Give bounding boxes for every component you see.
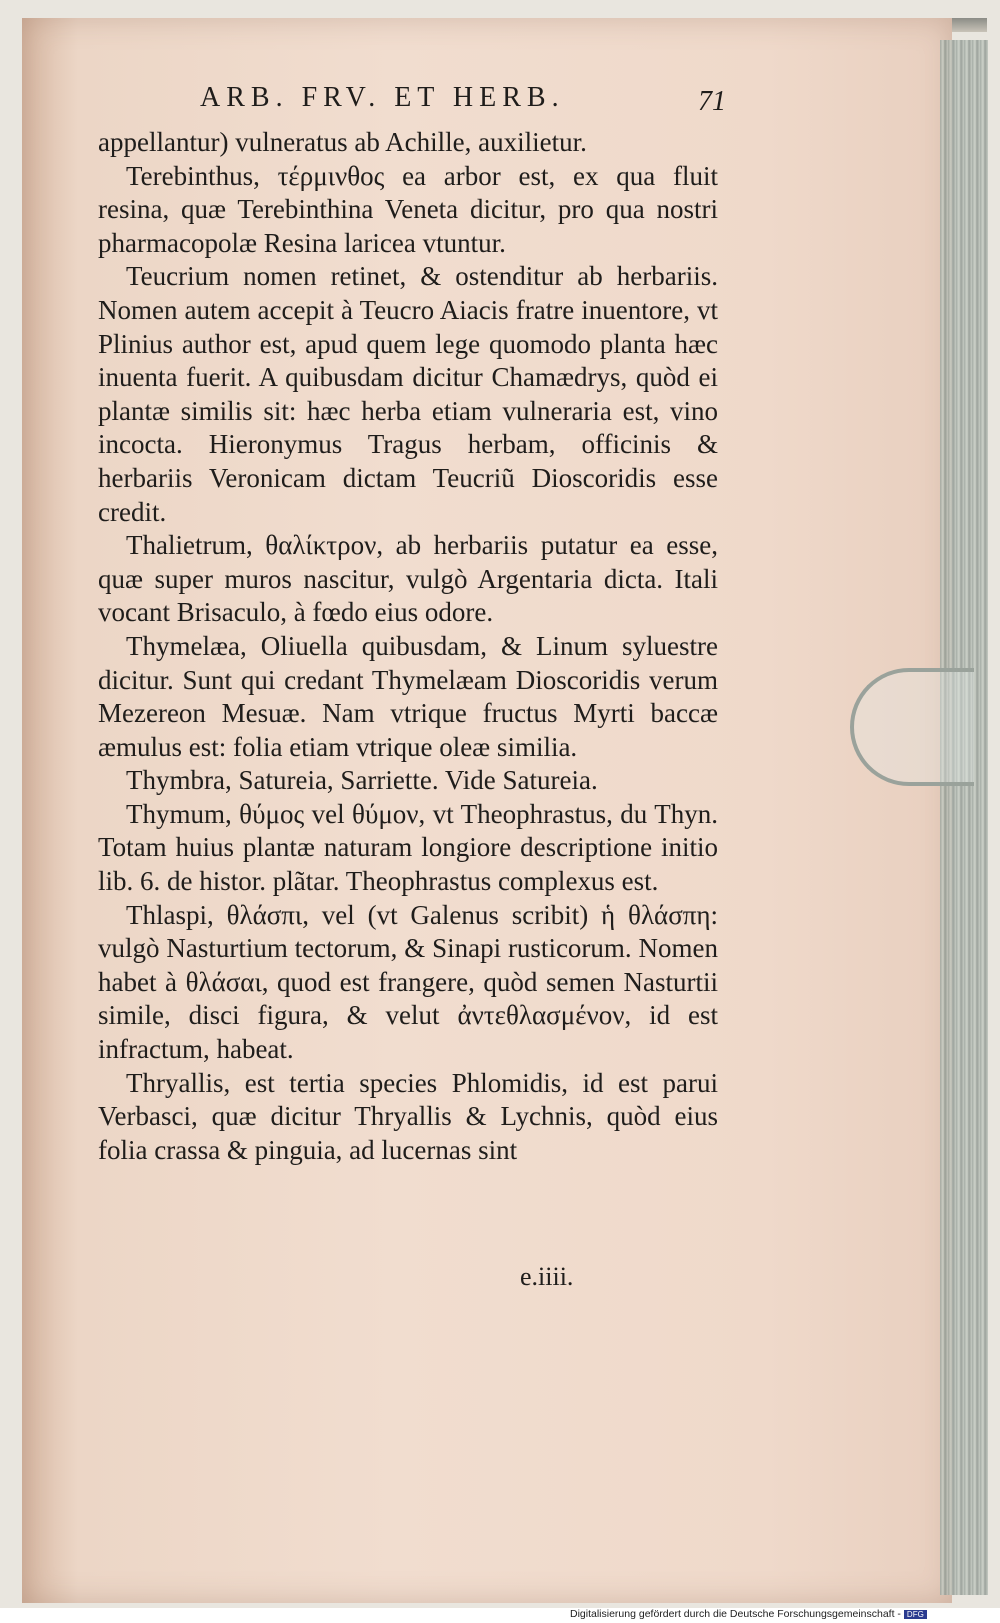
paragraph: Thlaspi, θλάσπι, vel (vt Galenus scribit) ἡ θλάσπη: vulgò Nasturtium tectorum, & Sinapi rusticorum. Nomen habet à θλάσαι, quod est frangere, quòd semen Nasturtii simile, disci figura, & velut ἀντεθλασμένον, id est infractum, habeat.: [98, 899, 718, 1065]
signature-mark: e.iiii.: [520, 1262, 574, 1291]
paragraph: Thalietrum, θαλίκτρον, ab herbariis putatur ea esse, quæ super muros nascitur, vulgò Argentaria dicta. Itali vocant Brisaculo, à fœdo eius odore.: [98, 530, 718, 628]
credit-text: Digitalisierung gefördert durch die Deutsche Forschungsgemeinschaft -: [570, 1608, 901, 1620]
dfg-badge: DFG: [904, 1610, 927, 1619]
paragraph: Thymbra, Satureia, Sarriette. Vide Satureia.: [126, 765, 598, 796]
digitization-credit: [570, 1608, 1000, 1623]
paragraph: Thryallis, est tertia species Phlomidis, id est parui Verbasci, quæ dicitur Thryallis & Lychnis, quòd eius folia crassa & pinguia, ad lucernas sint: [98, 1067, 718, 1165]
page-stack-edge: [940, 40, 988, 1595]
paragraph: Terebinthus, τέρμινθος ea arbor est, ex qua fluit resina, quæ Terebinthina Veneta dicitur, pro qua nostri pharmacopolæ Resina laricea vtuntur.: [98, 160, 718, 258]
running-title: ARB. FRV. ET HERB.: [200, 82, 565, 113]
paragraph: Teucrium nomen retinet, & ostenditur ab herbariis. Nomen autem accepit à Teucro Aiacis fratre inuentore, vt Plinius author est, apud quem lege quomodo planta hæc inuenta fuerit. A quibusdam dicitur Chamædrys, quòd ei plantæ similis sit: hæc herba etiam vulneraria est, vino incocta. Hieronymus Tragus herbam, officinis & herbariis Veronicam dictam Teucriũ Dioscoridis esse credit.: [98, 261, 718, 527]
page-body: [98, 126, 718, 1167]
paragraph: appellantur) vulneratus ab Achille, auxilietur.: [98, 127, 587, 157]
paragraph: Thymum, θύμος vel θύμον, vt Theophrastus, du Thyn. Totam huius plantæ naturam longiore descriptione initio lib. 6. de histor. plãtar. Theophrastus complexus est.: [98, 798, 718, 897]
running-header: [200, 82, 726, 122]
page-number: 71: [698, 86, 726, 117]
paragraph: Thymelæa, Oliuella quibusdam, & Linum syluestre dicitur. Sunt qui credant Thymelæam Dioscoridis verum Mezereon Mesuæ. Nam vtrique fructus Myrti baccæ æmulus est: folia etiam vtrique oleæ similia.: [98, 630, 718, 762]
page-clip: [850, 668, 974, 786]
